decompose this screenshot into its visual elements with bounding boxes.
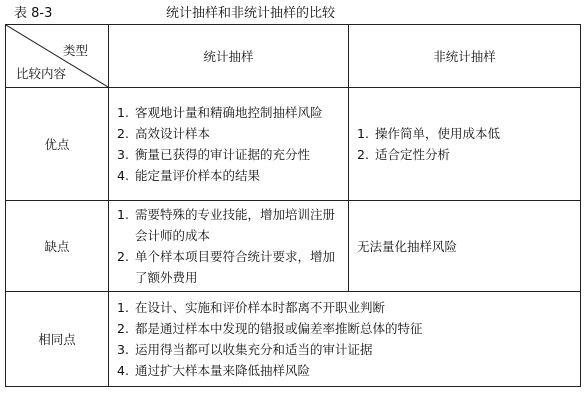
row-label-advantages: 优点 (6, 88, 109, 201)
disadvantages-statistical-cell (109, 201, 349, 292)
table-row-disadvantages (6, 201, 581, 292)
list-item: 3. 衡量已获得的审计证据的充分性 (117, 147, 311, 162)
corner-type-label: 类型 (62, 43, 88, 58)
similarities-list (117, 297, 574, 381)
diagonal-header-cell (6, 25, 109, 88)
corner-compare-label: 比较内容 (16, 66, 67, 81)
list-item: 2. 高效设计样本 (117, 126, 211, 141)
table-caption (14, 5, 574, 23)
header-row (6, 25, 581, 88)
similarities-cell (109, 292, 581, 387)
column-header-statistical: 统计抽样 (109, 25, 349, 88)
comparison-table (5, 24, 581, 387)
list-item: 2. 单个样本项目要符合统计要求，增加了额外费用 (117, 249, 336, 285)
list-item: 1. 操作简单，使用成本低 (357, 126, 501, 141)
list-item: 4. 能定量评价样本的结果 (117, 168, 261, 183)
table-row-similarities (6, 292, 581, 387)
advantages-non-statistical-cell (349, 88, 581, 201)
list-item: 2. 都是通过样本中发现的错报或偏差率推断总体的特征 (117, 321, 423, 336)
list-item: 4. 通过扩大样本量来降低抽样风险 (117, 363, 311, 378)
table-row-advantages (6, 88, 581, 201)
list-item: 1. 客观地计量和精确地控制抽样风险 (117, 105, 323, 120)
advantages-non-statistical-list (357, 123, 574, 165)
column-header-non-statistical: 非统计抽样 (349, 25, 581, 88)
advantages-statistical-cell (109, 88, 349, 201)
row-label-disadvantages: 缺点 (6, 201, 109, 292)
row-label-similarities: 相同点 (6, 292, 109, 387)
table-title: 统计抽样和非统计抽样的比较 (166, 6, 336, 21)
disadvantages-statistical-list (117, 204, 342, 288)
list-item: 2. 适合定性分析 (357, 147, 451, 162)
list-item: 1. 在设计、实施和评价样本时都离不开职业判断 (117, 300, 386, 315)
advantages-statistical-list (117, 102, 342, 186)
disadvantages-non-statistical-cell: 无法量化抽样风险 (349, 201, 581, 292)
list-item: 1. 需要特殊的专业技能，增加培训注册会计师的成本 (117, 207, 336, 243)
list-item: 3. 运用得当都可以收集充分和适当的审计证据 (117, 342, 373, 357)
table-number: 表 8-3 (14, 6, 53, 21)
